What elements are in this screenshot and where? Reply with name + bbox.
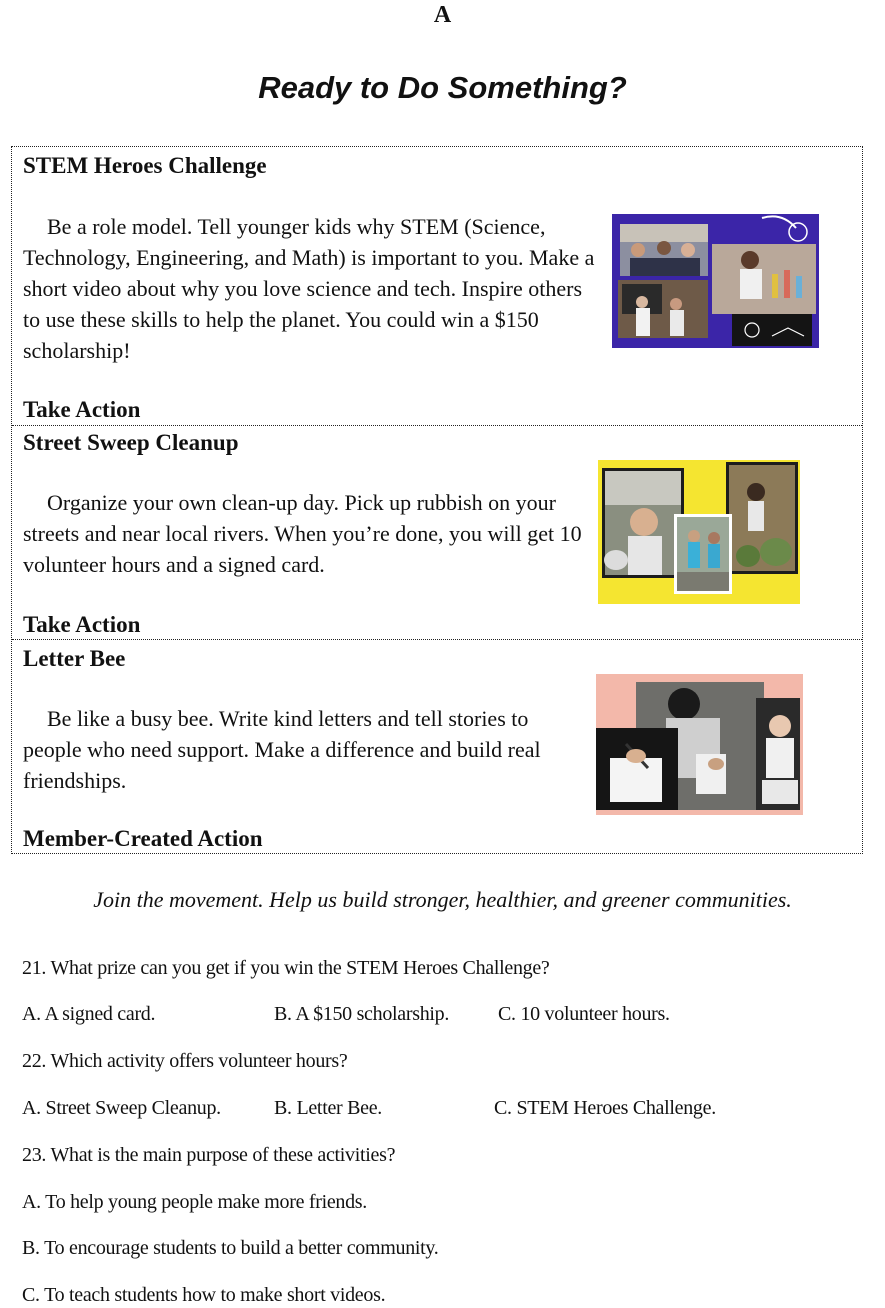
question-23: 23. What is the main purpose of these activities? [22, 1144, 396, 1166]
section-letter: A [433, 2, 452, 28]
activity-card-cleanup [12, 425, 862, 639]
closing-statement: Join the movement. Help us build stronger, healthier, and greener communities. [93, 887, 792, 912]
question-23-option-a: A. To help young people make more friends. [22, 1191, 367, 1213]
question-23-option-c: C. To teach students how to make short videos. [22, 1284, 386, 1306]
question-22-option-c: C. STEM Heroes Challenge. [494, 1097, 716, 1119]
take-action-link-stem[interactable]: Take Action [23, 397, 141, 422]
activities-box [11, 146, 863, 854]
card-body: Organize your own clean-up day. Pick up rubbish on your streets and near local rivers. When you’re done, you will get 10 volunteer hours and a signed card. [23, 490, 582, 577]
take-action-link-cleanup[interactable]: Take Action [23, 612, 141, 637]
card-title: Letter Bee [23, 646, 126, 671]
cleanup-collage-photo [598, 460, 800, 604]
question-22-option-a: A. Street Sweep Cleanup. [22, 1097, 221, 1119]
question-21-option-c: C. 10 volunteer hours. [498, 1003, 670, 1025]
card-body: Be a role model. Tell younger kids why STEM (Science, Technology, Engineering, and Math) is important to you. Make a short video about why you love science and tech. Inspire others to use these skills to help the planet. You could win a $150 scholarship! [23, 214, 595, 363]
question-23-option-b: B. To encourage students to build a better community. [22, 1237, 439, 1259]
card-title: Street Sweep Cleanup [23, 430, 239, 455]
activity-card-stem [12, 147, 862, 425]
activity-card-letter-bee [12, 639, 862, 853]
question-21-option-a: A. A signed card. [22, 1003, 156, 1025]
question-22-option-b: B. Letter Bee. [274, 1097, 382, 1119]
member-created-action-link[interactable]: Member-Created Action [23, 826, 263, 851]
page-title: Ready to Do Something? [258, 70, 627, 105]
card-body: Be like a busy bee. Write kind letters and tell stories to people who need support. Make a difference and build real friendships. [23, 706, 541, 793]
question-21-option-b: B. A $150 scholarship. [274, 1003, 450, 1025]
question-22: 22. Which activity offers volunteer hours? [22, 1050, 348, 1072]
card-title: STEM Heroes Challenge [23, 153, 267, 178]
question-21: 21. What prize can you get if you win the STEM Heroes Challenge? [22, 957, 550, 979]
letter-writing-collage-photo [596, 674, 803, 815]
stem-collage-photo [612, 214, 819, 348]
